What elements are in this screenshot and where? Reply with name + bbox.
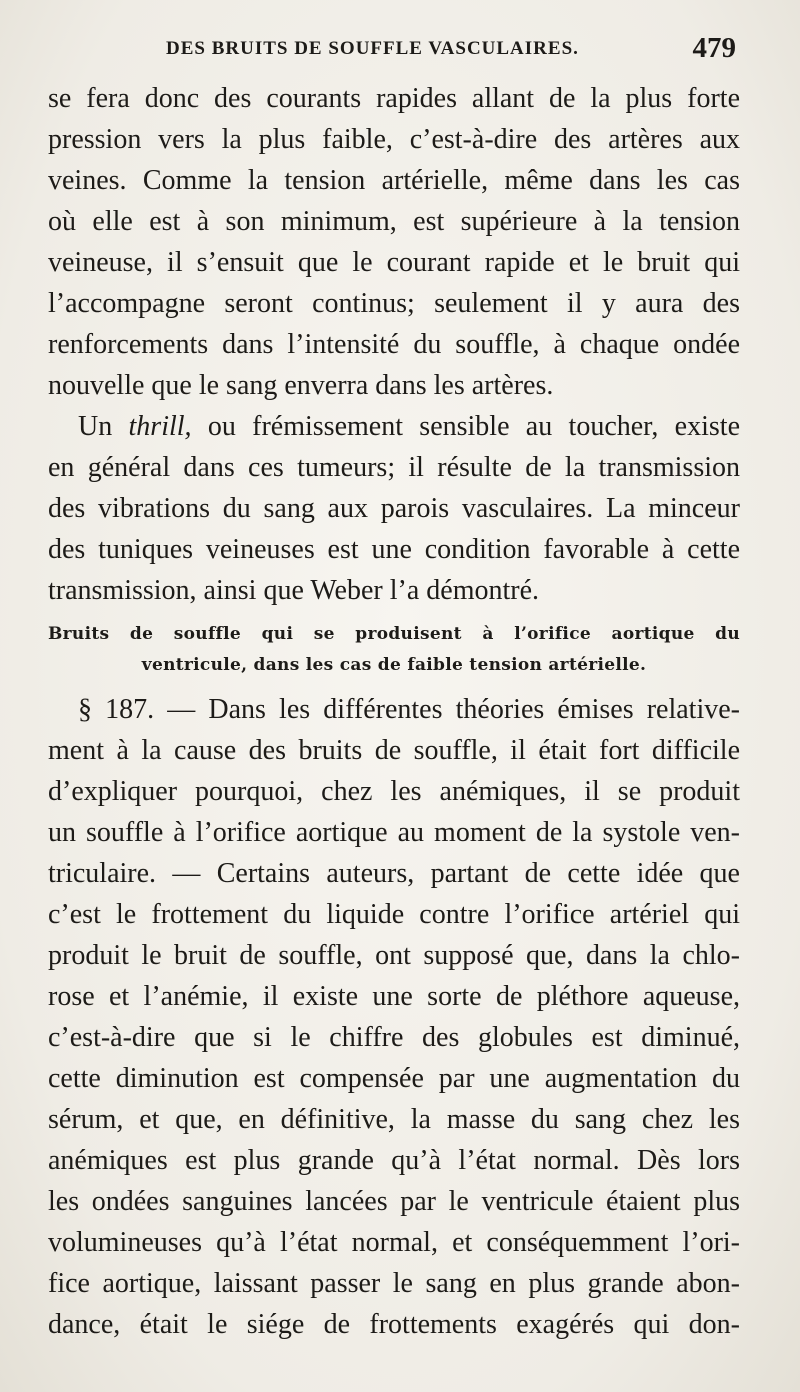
text-span: Un (78, 411, 129, 442)
text-line: un souffle à l’orifice aortique au moment de la systole ven- (48, 817, 740, 848)
body-text (48, 78, 740, 1345)
heading-line: Bruits de souffle qui se produisent à l’orifice aortique du (48, 624, 740, 644)
text-line: pression vers la plus faible, c’est-à-dire des artères aux (48, 124, 740, 155)
text-line: c’est le frottement du liquide contre l’orifice artériel qui (48, 899, 740, 930)
text-line: veineuse, il s’ensuit que le courant rapide et le bruit qui (48, 247, 740, 278)
page-header (48, 34, 738, 74)
text-line: les ondées sanguines lancées par le ventricule étaient plus (48, 1186, 740, 1217)
text-line: veines. Comme la tension artérielle, même dans les cas (48, 165, 740, 196)
text-line: volumineuses qu’à l’état normal, et conséquemment l’ori- (48, 1227, 740, 1258)
text-line: en général dans ces tumeurs; il résulte de la transmission (48, 452, 740, 483)
text-line: transmission, ainsi que Weber l’a démontré. (48, 575, 539, 606)
text-line: triculaire. — Certains auteurs, partant de cette idée que (48, 858, 740, 889)
text-line: des tuniques veineuses est une condition favorable à cette (48, 534, 740, 565)
text-line: se fera donc des courants rapides allant de la plus forte (48, 83, 740, 114)
text-line: renforcements dans l’intensité du souffle, à chaque ondée (48, 329, 740, 360)
text-line: cette diminution est compensée par une augmentation du (48, 1063, 740, 1094)
text-line: produit le bruit de souffle, ont supposé que, dans la chlo- (48, 940, 740, 971)
text-line: fice aortique, laissant passer le sang en plus grande abon- (48, 1268, 740, 1299)
heading-line: ventricule, dans les cas de faible tension artérielle. (141, 655, 647, 675)
text-line: rose et l’anémie, il existe une sorte de pléthore aqueuse, (48, 981, 740, 1012)
text-line: des vibrations du sang aux parois vasculaires. La minceur (48, 493, 740, 524)
text-line: nouvelle que le sang enverra dans les artères. (48, 370, 554, 401)
text-line: où elle est à son minimum, est supérieure à la tension (48, 206, 740, 237)
paragraph-thrill (48, 406, 740, 611)
text-line: ment à la cause des bruits de souffle, il était fort difficile (48, 735, 740, 766)
italic-term: thrill, (128, 411, 192, 442)
text-line: d’expliquer pourquoi, chez les anémiques, il se produit (48, 776, 740, 807)
section-heading (48, 619, 740, 681)
running-head: DES BRUITS DE SOUFFLE VASCULAIRES. (166, 38, 579, 59)
text-line: l’accompagne seront continus; seulement il y aura des (48, 288, 740, 319)
text-line (48, 406, 740, 447)
text-line: sérum, et que, en définitive, la masse du sang chez les (48, 1104, 740, 1135)
text-line: c’est-à-dire que si le chiffre des globules est diminué, (48, 1022, 740, 1053)
text-span: ou frémissement sensible au toucher, existe (191, 411, 740, 442)
paragraph-187 (48, 689, 740, 1345)
page-number: 479 (692, 32, 736, 64)
text-line: § 187. — Dans les différentes théories émises relative- (78, 694, 740, 725)
text-line: dance, était le siége de frottements exagérés qui don- (48, 1309, 740, 1340)
text-line: anémiques est plus grande qu’à l’état normal. Dès lors (48, 1145, 740, 1176)
paragraph-continuation (48, 78, 740, 406)
